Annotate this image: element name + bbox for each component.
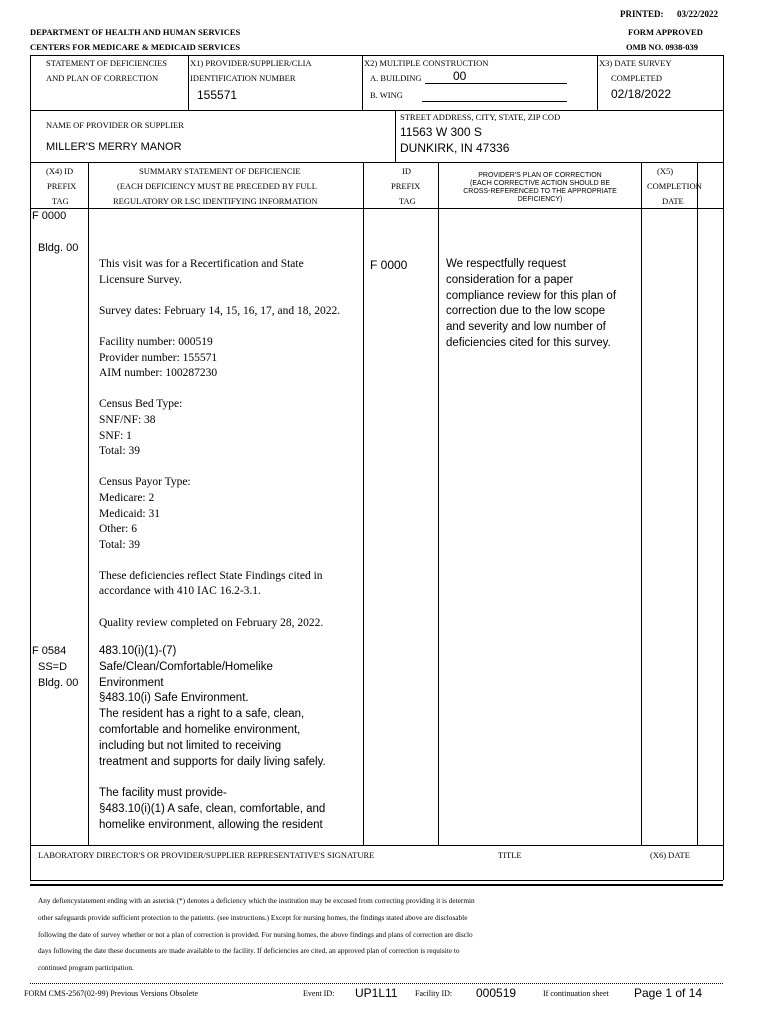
form-approved: FORM APPROVED	[628, 27, 703, 37]
x1-label-2: IDENTIFICATION NUMBER	[190, 73, 296, 83]
statement-label: STATEMENT OF DEFICIENCIES	[46, 58, 168, 68]
provider-id-number: 155571	[197, 88, 238, 102]
entry2-ss: SS=D	[38, 660, 68, 673]
facility-id-label: Facility ID:	[415, 989, 453, 998]
col-x5: (X5)	[657, 166, 674, 176]
col-plan-header: PROVIDER'S PLAN OF CORRECTION (EACH CORRECTIVE ACTION SHOULD BE CROSS-REFERENCED TO THE APPROPRIATE DEFICIENCY)	[463, 172, 617, 203]
col-summary-title: SUMMARY STATEMENT OF DEFICIENCIE	[139, 166, 301, 176]
address-line-1: 11563 W 300 S	[400, 125, 482, 139]
address-label: STREET ADDRESS, CITY, STATE, ZIP COD	[400, 112, 561, 122]
entry2-tag: F 0584	[32, 645, 67, 657]
entry1-bldg: Bldg. 00	[38, 242, 79, 254]
col-summary-line2: (EACH DEFICIENCY MUST BE PRECEDED BY FULL	[117, 181, 317, 191]
col-id-tag: TAG	[399, 196, 416, 206]
address-line-2: DUNKIRK, IN 47336	[400, 141, 510, 155]
provider-name: MILLER'S MERRY MANOR	[46, 141, 182, 153]
entry1-correction: We respectfully request consideration for a paper compliance review for this plan of correction due to the low scope and severity and low number of deficiencies cited for this survey.	[446, 258, 617, 349]
form-number: FORM CMS-2567(02-99) Previous Versions Obsolete	[24, 989, 199, 998]
omb-number: OMB NO. 0938-039	[626, 42, 699, 52]
col-x4-id: (X4) ID	[46, 166, 74, 176]
col-prefix: PREFIX	[47, 181, 77, 191]
entry2-bldg: Bldg. 00	[38, 676, 79, 689]
x3-label: X3) DATE SURVEY	[599, 58, 672, 68]
x6-date-label: (X6) DATE	[650, 850, 690, 860]
printed-label: PRINTED:	[620, 9, 664, 19]
plan-of-correction-label: AND PLAN OF CORRECTION	[46, 73, 159, 83]
x3-label-2: COMPLETED	[611, 73, 662, 83]
col-id-prefix: PREFIX	[391, 181, 421, 191]
survey-completed-date: 02/18/2022	[611, 87, 672, 101]
col-date: DATE	[662, 196, 684, 206]
building-label: A. BUILDING	[370, 73, 422, 83]
title-label: TITLE	[498, 850, 522, 860]
entry1-id: F 0000	[370, 258, 408, 272]
event-id-value: UP1L11	[355, 986, 398, 1000]
x2-label: X2) MULTIPLE CONSTRUCTION	[364, 58, 489, 68]
building-value: 00	[453, 69, 467, 83]
provider-name-label: NAME OF PROVIDER OR SUPPLIER	[46, 120, 184, 130]
wing-label: B. WING	[370, 90, 403, 100]
col-id: ID	[402, 166, 411, 176]
director-signature-label: LABORATORY DIRECTOR'S OR PROVIDER/SUPPLIER REPRESENTATIVE'S SIGNATURE	[38, 850, 375, 860]
facility-id-value: 000519	[476, 986, 517, 1000]
entry1-summary: This visit was for a Recertification and State Licensure Survey. Survey dates: February 14, 15, 16, 17, and 18, 2022. Facility number: 000519 Provider number: 155571 AIM number: 100287230 Census Bed Type: SNF/NF: 38 SNF: 1 Total: 39 Census Payor Type: Medicare: 2 Medicaid: 31 Other: 6 Total: 39 These deficiencies reflect State Findings cited in accordance with 410 IAC 16.2-3.1. Quality review completed on February 28, 2022.	[99, 258, 341, 629]
entry2-summary: 483.10(i)(1)-(7) Safe/Clean/Comfortable/Homelike Environment §483.10(i) Safe Environment. The resident has a right to a safe, clean, comfortable and homelike environment, including but not limited to receiving treatment and supports for daily living safely. The facility must provide- §483.10(i)(1) A safe, clean, comfortable, and homelike environment, allowing the resident	[99, 645, 326, 831]
disclaimer: Any defiencystatement ending with an asterisk (*) denotes a deficiency which the institution may be excused from correcting providing it is determin other safeguards provide sufficient protection to the patients. (see instructions.) Except for nursing homes, the findings stated above are disclosable following the date of survey whether or not a plan of correction is provided. For nursing homes, the above findings and plans of correction are disclo days following the date these documents are made available to the facility. If deficiencies are cited, an approved plan of correction is requisite to continued program participation.	[38, 896, 475, 973]
col-completion: COMPLETION	[647, 181, 702, 191]
page-number: Page 1 of 14	[634, 986, 703, 1000]
col-summary-line3: REGULATORY OR LSC IDENTIFYING INFORMATION	[113, 196, 318, 206]
centers-title: CENTERS FOR MEDICARE & MEDICAID SERVICES	[30, 42, 241, 52]
continuation-label: If continuation sheet	[543, 989, 609, 998]
col-tag: TAG	[52, 196, 69, 206]
entry2-tag-block	[32, 644, 78, 691]
entry1-tag: F 0000	[32, 210, 67, 222]
department-title: DEPARTMENT OF HEALTH AND HUMAN SERVICES	[30, 27, 241, 37]
printed-date: 03/22/2022	[677, 9, 719, 19]
event-id-label: Event ID:	[303, 989, 335, 998]
x1-label: X1) PROVIDER/SUPPLIER/CLIA	[190, 58, 312, 68]
